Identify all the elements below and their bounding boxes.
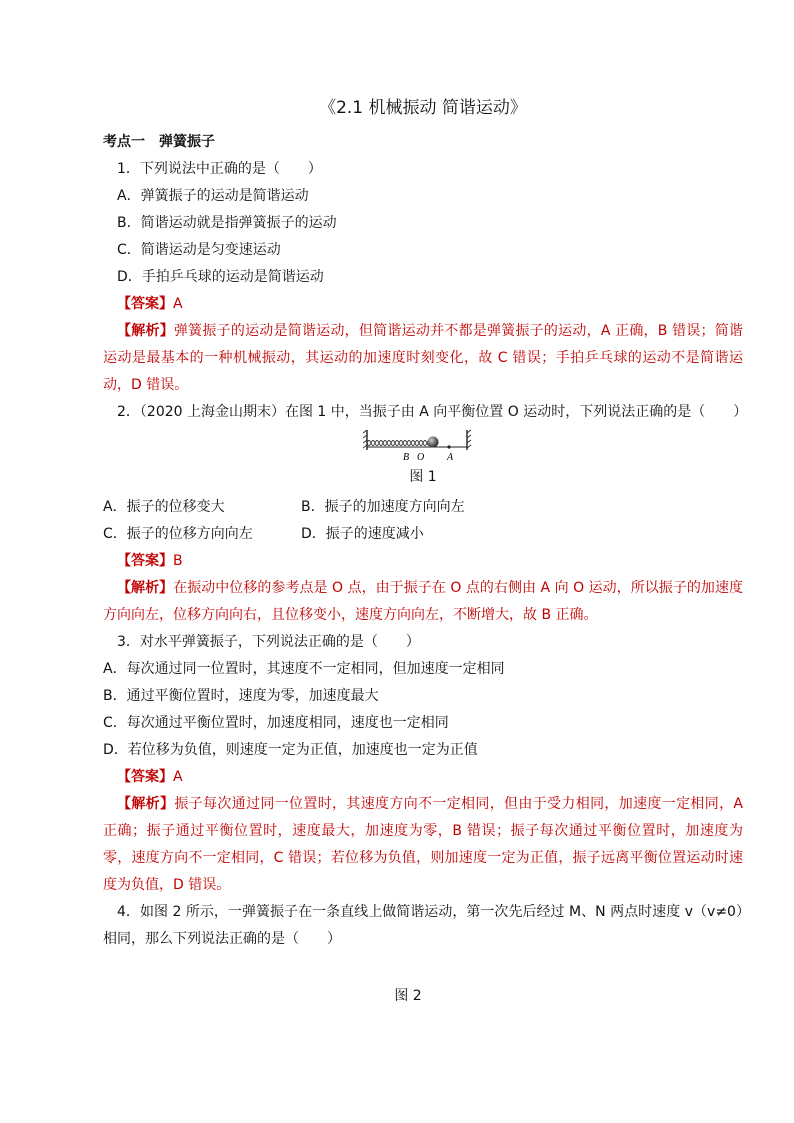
question-2-options-row-2 xyxy=(103,521,743,548)
answer-tag: 【答案】 xyxy=(117,553,173,569)
analysis-text: 在振动中位移的参考点是 O 点，由于振子在 O 点的右侧由 A 向 O 运动，所以振子的加速度方向向左，位移方向向右，且位移变小，速度方向向左，不断增大，故 B 正确。 xyxy=(103,580,743,623)
question-1-option-b: B．简谐运动就是指弹簧振子的运动 xyxy=(117,215,337,231)
oscillator-ball xyxy=(428,437,439,448)
question-1-option-d: D．手拍乒乓球的运动是简谐运动 xyxy=(117,269,324,285)
figure-1-spring-oscillator xyxy=(103,428,743,466)
analysis-text: 弹簧振子的运动是简谐运动，但简谐运动并不都是弹簧振子的运动，A 正确，B 错误；简谐运动是最基本的一种机械振动，其运动的加速度时刻变化，故 C 错误；手拍乒乓球的运动不是简谐运动，D 错误。 xyxy=(103,323,743,393)
page-title: 《2.1 机械振动 简谐运动》 xyxy=(319,98,527,118)
question-2-answer xyxy=(103,548,743,575)
question-2-stem: 2．（2020 上海金山期末）在图 1 中，当振子由 A 向平衡位置 O 运动时，下列说法正确的是（ ） xyxy=(117,404,748,420)
question-3-option-b: B．通过平衡位置时，速度为零，加速度最大 xyxy=(103,688,379,704)
question-1-option-c: C．简谐运动是匀变速运动 xyxy=(117,242,281,258)
question-2-option-b: B．振子的加速度方向向左 xyxy=(301,499,465,515)
figure-1-caption: 图 1 xyxy=(409,469,437,485)
answer-tag: 【答案】 xyxy=(117,769,173,785)
answer-value: A xyxy=(173,769,183,785)
answer-value: B xyxy=(173,553,183,569)
analysis-text: 振子每次通过同一位置时，其速度方向不一定相同，但由于受力相同，加速度一定相同，A 正确；振子通过平衡位置时，速度最大，加速度为零，B 错误；振子每次通过平衡位置时，加速度为零，速度方向不一定相同，C 错误；若位移为负值，则加速度一定为正值，振子远离平衡位置运动时速度为负值，D 错误。 xyxy=(103,796,743,893)
question-4-stem: 4．如图 2 所示，一弹簧振子在一条直线上做简谐运动，第一次先后经过 M、N 两点时速度 v（v≠0）相同，那么下列说法正确的是（ ） xyxy=(103,904,743,947)
question-3-option-a: A．每次通过同一位置时，其速度不一定相同，但加速度一定相同 xyxy=(103,661,505,677)
question-2-option-a: A．振子的位移变大 xyxy=(103,499,225,515)
document-content xyxy=(103,95,748,1004)
question-2-analysis xyxy=(103,575,743,629)
label-a: A xyxy=(447,452,454,462)
question-3-analysis xyxy=(103,791,743,899)
question-1-answer xyxy=(103,291,743,318)
label-o: O xyxy=(417,452,425,462)
question-3-option-d: D．若位移为负值，则速度一定为正值，加速度也一定为正值 xyxy=(103,742,478,758)
figure-2-caption: 图 2 xyxy=(394,988,422,1004)
question-2-options-row-1 xyxy=(103,494,743,521)
question-2-option-c: C．振子的位移方向向左 xyxy=(103,526,253,542)
question-2-option-d: D．振子的速度减小 xyxy=(301,526,424,542)
analysis-tag: 【解析】 xyxy=(117,323,174,339)
question-3-answer xyxy=(103,764,743,791)
label-b: B xyxy=(403,452,410,462)
question-3-stem: 3．对水平弹簧振子，下列说法正确的是（ ） xyxy=(117,634,420,650)
analysis-tag: 【解析】 xyxy=(117,796,175,812)
spring-oscillator-diagram xyxy=(363,428,483,462)
question-3-option-c: C．每次通过平衡位置时，加速度相同，速度也一定相同 xyxy=(103,715,449,731)
analysis-tag: 【解析】 xyxy=(117,580,174,596)
answer-tag: 【答案】 xyxy=(117,296,173,312)
question-1-analysis xyxy=(103,318,743,399)
answer-value: A xyxy=(173,296,183,312)
section-heading: 考点一 弹簧振子 xyxy=(103,134,215,150)
question-1-stem: 1．下列说法中正确的是（ ） xyxy=(117,161,322,177)
question-1-option-a: A．弹簧振子的运动是简谐运动 xyxy=(117,188,309,204)
